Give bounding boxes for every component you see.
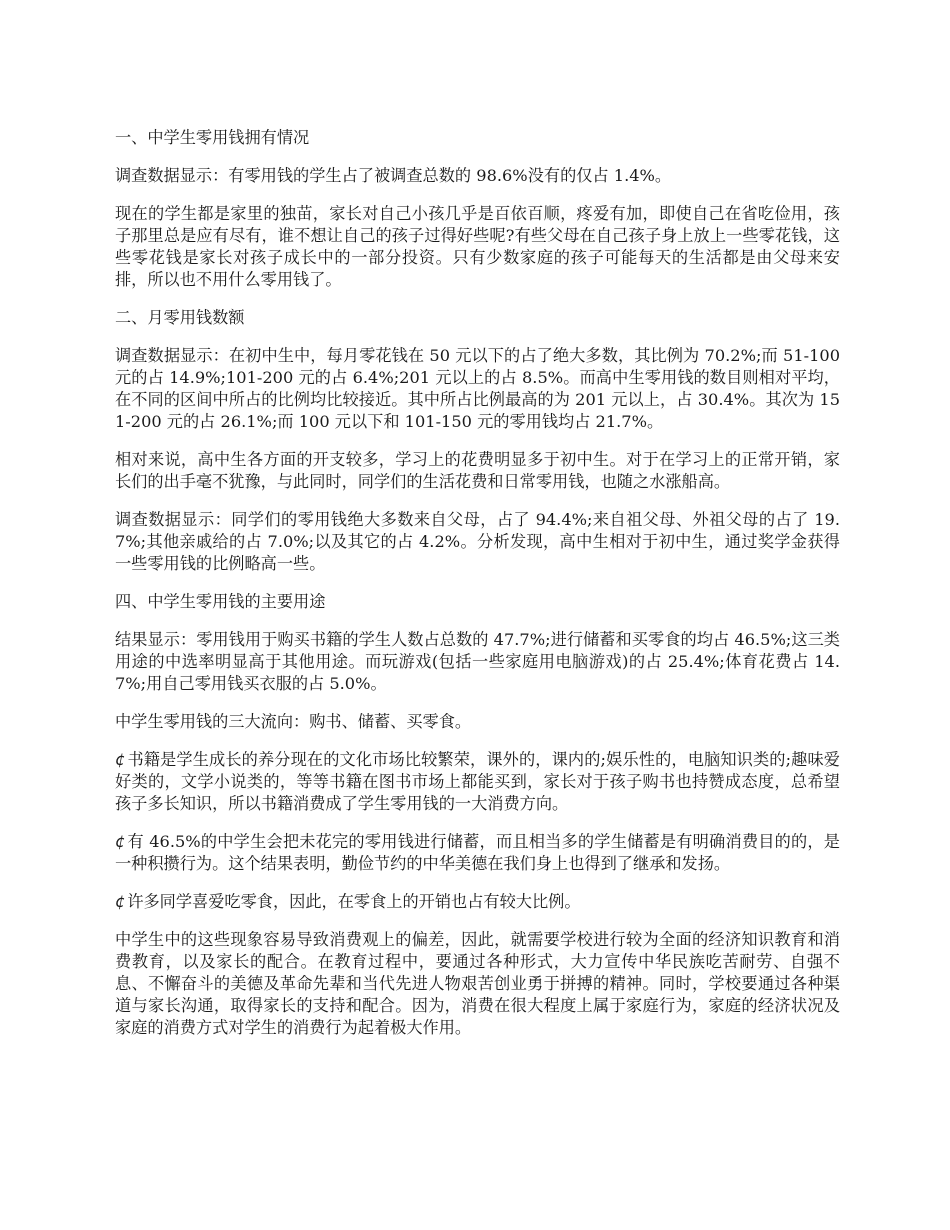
bullet-item xyxy=(115,831,840,875)
bullet-icon: ¢ xyxy=(115,832,126,851)
bullet-text: 书籍是学生成长的养分现在的文化市场比较繁荣，课外的，课内的;娱乐性的，电脑知识类的;趣味爱好类的，文学小说类的，等等书籍在图书市场上都能买到，家长对于孩子购书也持赞成态度，总希望孩子多长知识，所以书籍消费成了学生零用钱的一大消费方向。 xyxy=(115,750,840,813)
bullet-item xyxy=(115,749,840,815)
section-heading-1: 一、中学生零用钱拥有情况 xyxy=(115,128,310,147)
section-heading-2: 二、月零用钱数额 xyxy=(115,308,245,327)
paragraph: 中学生零用钱的三大流向：购书、储蓄、买零食。 xyxy=(115,712,472,731)
bullet-text: 许多同学喜爱吃零食，因此，在零食上的开销也占有较大比例。 xyxy=(127,892,581,911)
paragraph: 调查数据显示：同学们的零用钱绝大多数来自父母，占了 94.4%;来自祖父母、外祖父母的占了 19.7%;其他亲戚给的占 7.0%;以及其它的占 4.2%。分析发现，高中生相对于初中生，通过奖学金获得一些零用钱的比例略高一些。 xyxy=(115,510,840,573)
document-page xyxy=(115,127,840,1055)
paragraph: 现在的学生都是家里的独苗，家长对自己小孩几乎是百依百顺，疼爱有加，即使自己在省吃俭用，孩子那里总是应有尽有，谁不想让自己的孩子过得好些呢?有些父母在自己孩子身上放上一些零花钱，这些零花钱是家长对孩子成长中的一部分投资。只有少数家庭的孩子可能每天的生活都是由父母来安排，所以也不用什么零用钱了。 xyxy=(115,204,840,289)
bullet-icon: ¢ xyxy=(115,892,126,911)
paragraph: 相对来说，高中生各方面的开支较多，学习上的花费明显多于初中生。对于在学习上的正常开销，家长们的出手毫不犹豫，与此同时，同学们的生活花费和日常零用钱，也随之水涨船高。 xyxy=(115,450,840,491)
bullet-icon: ¢ xyxy=(115,750,126,769)
paragraph: 中学生中的这些现象容易导致消费观上的偏差，因此，就需要学校进行较为全面的经济知识教育和消费教育，以及家长的配合。在教育过程中，要通过各种形式，大力宣传中华民族吃苦耐劳、自强不息、不懈奋斗的美德及革命先辈和当代先进人物艰苦创业勇于拼搏的精神。同时，学校要通过各种渠道与家长沟通，取得家长的支持和配合。因为，消费在很大程度上属于家庭行为，家庭的经济状况及家庭的消费方式对学生的消费行为起着极大作用。 xyxy=(115,930,840,1037)
paragraph: 结果显示：零用钱用于购买书籍的学生人数占总数的 47.7%;进行储蓄和买零食的均占 46.5%;这三类用途的中选率明显高于其他用途。而玩游戏(包括一些家庭用电脑游戏)的占 25.4%;体育花费占 14.7%;用自己零用钱买衣服的占 5.0%。 xyxy=(115,630,840,693)
bullet-item xyxy=(115,891,840,913)
paragraph: 调查数据显示：在初中生中，每月零花钱在 50 元以下的占了绝大多数，其比例为 70.2%;而 51-100 元的占 14.9%;101-200 元的占 6.4%;201 元以上的占 8.5%。而高中生零用钱的数目则相对平均，在不同的区间中所占的比例均比较接近。其中所占比例最高的为 201 元以上，占 30.4%。其次为 151-200 元的占 26.1%;而 100 元以下和 101-150 元的零用钱均占 21.7%。 xyxy=(115,346,840,431)
bullet-text: 有 46.5%的中学生会把未花完的零用钱进行储蓄，而且相当多的学生储蓄是有明确消费目的的，是一种积攒行为。这个结果表明，勤俭节约的中华美德在我们身上也得到了继承和发扬。 xyxy=(115,832,840,873)
section-heading-4: 四、中学生零用钱的主要用途 xyxy=(115,592,326,611)
paragraph: 调查数据显示：有零用钱的学生占了被调查总数的 98.6%没有的仅占 1.4%。 xyxy=(115,166,672,185)
